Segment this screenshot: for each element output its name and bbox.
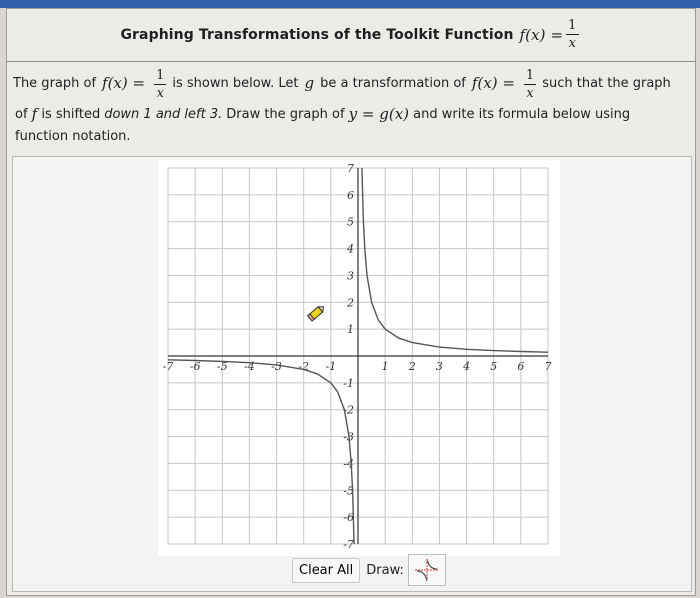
graph-canvas[interactable] (158, 160, 560, 556)
y-tick-label: -5 (343, 484, 354, 498)
problem-text: of (15, 106, 28, 122)
x-tick-label: 7 (544, 360, 552, 373)
problem-math: f(x) = (102, 74, 146, 93)
problem-fraction (154, 69, 166, 100)
x-tick-label: 3 (435, 360, 443, 373)
problem-text: such that the graph (542, 75, 671, 91)
title-text: Graphing Transformations of the Toolkit Function (120, 26, 514, 43)
hyperbola-tool-button[interactable] (408, 554, 446, 586)
problem-math: y = g(x) (348, 105, 410, 124)
x-tick-label: -5 (216, 360, 228, 373)
x-tick-label: -4 (244, 360, 255, 373)
problem-text: Draw the graph of (226, 106, 345, 122)
y-tick-label: 3 (347, 269, 354, 283)
x-tick-label: -1 (325, 360, 337, 373)
problem-statement (9, 64, 693, 148)
fraction-denominator: x (156, 85, 164, 101)
problem-text: is shown below. Let (172, 75, 299, 91)
clear-all-button[interactable]: Clear All (292, 558, 360, 583)
pencil-icon (306, 302, 328, 324)
title-fraction (566, 19, 578, 50)
x-tick-label: 5 (490, 360, 498, 373)
draw-label: Draw: (366, 562, 404, 578)
fraction-numerator: 1 (525, 67, 535, 83)
x-tick-label: -3 (271, 360, 282, 373)
problem-line-1 (9, 64, 693, 104)
hyperbola-tool-icon (411, 557, 443, 583)
problem-math: f (31, 105, 38, 124)
problem-text: be a transformation of (320, 75, 466, 91)
y-tick-label: 1 (347, 323, 354, 337)
problem-line-2 (9, 104, 693, 126)
plot-background (158, 160, 560, 556)
y-tick-label: -4 (343, 457, 354, 471)
y-tick-label: 7 (347, 162, 354, 175)
y-tick-label: -3 (343, 430, 354, 444)
problem-text: function notation. (15, 128, 131, 144)
problem-fraction (524, 69, 536, 100)
y-tick-label: -2 (343, 403, 354, 417)
problem-emphasis: down 1 and left 3. (104, 106, 223, 122)
y-tick-label: -7 (343, 538, 354, 551)
problem-line-3 (9, 126, 693, 148)
fraction-numerator: 1 (568, 18, 577, 33)
coordinate-plane[interactable] (158, 160, 560, 556)
fraction-denominator: x (526, 85, 534, 101)
y-tick-label: 2 (347, 296, 354, 310)
y-tick-label: 5 (347, 215, 354, 229)
x-tick-label: 2 (408, 360, 416, 373)
y-tick-label: -1 (343, 376, 354, 390)
y-tick-label: 6 (347, 188, 354, 202)
y-tick-label: 4 (347, 242, 354, 256)
fraction-denominator: x (568, 36, 577, 51)
problem-text: and write its formula below using (413, 106, 631, 122)
problem-math: f(x) = (471, 74, 515, 93)
x-tick-label: -6 (189, 360, 201, 373)
problem-text: The graph of (13, 75, 97, 91)
title-function: f(x) = (519, 25, 564, 44)
question-title (6, 8, 696, 62)
x-tick-label: -7 (162, 360, 174, 373)
problem-math: g (304, 74, 315, 93)
x-tick-label: 6 (517, 360, 525, 373)
y-tick-label: -6 (343, 511, 354, 525)
problem-text: is shifted (41, 106, 101, 122)
x-tick-label: -2 (298, 360, 310, 373)
x-tick-label: 1 (381, 360, 389, 373)
fraction-numerator: 1 (156, 67, 165, 83)
graph-controls (292, 556, 446, 584)
x-tick-label: 4 (463, 360, 471, 373)
top-accent-bar (0, 0, 700, 8)
